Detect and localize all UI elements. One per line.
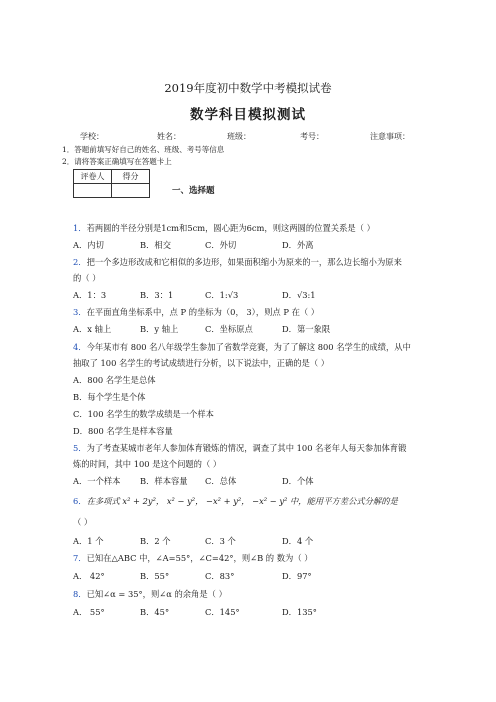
q2-option-c: C．1:√3 bbox=[205, 290, 239, 300]
q1-option-a: A．内切 bbox=[73, 240, 104, 250]
q5-option-c: C．总体 bbox=[205, 476, 237, 486]
section-heading: 一、选择题 bbox=[172, 186, 215, 196]
name-label: 姓名： bbox=[157, 132, 181, 141]
q8-option-d: D．135° bbox=[282, 607, 317, 617]
q3-option-c: C．坐标原点 bbox=[205, 324, 253, 334]
q3-option-a: A．x 轴上 bbox=[73, 324, 112, 334]
note-1: 1．答题前填写好自己的姓名、班级、考号等信息 bbox=[62, 145, 225, 154]
q1-option-b: B．相交 bbox=[140, 240, 171, 250]
q4-option-b: B．每个学生是个体 bbox=[73, 392, 146, 402]
q4-option-c: C．100 名学生的数学成绩是一个样本 bbox=[73, 409, 214, 419]
q6-option-b: B．2 个 bbox=[140, 536, 171, 546]
question-5-line-2: 炼的时间，其中 100 是这个问题的（ ） bbox=[73, 459, 222, 469]
question-2-line-1: 2．把一个多边形改成和它相似的多边形，如果面积缩小为原来的一，那么边长缩小为原来 bbox=[73, 257, 402, 267]
q8-option-c: C．145° bbox=[205, 607, 240, 617]
question-1: 1．若两圆的半径分别是1cm和5cm，圆心距为6cm，则这两圆的位置关系是（ ） bbox=[73, 223, 375, 233]
class-label: 班级： bbox=[227, 132, 251, 141]
q2-option-a: A．1：3 bbox=[73, 290, 107, 300]
question-6-line-2: （ ） bbox=[73, 517, 93, 527]
question-4-line-2: 抽取了 100 名学生的考试成绩进行分析，以下说法中，正确的是（ ） bbox=[73, 358, 330, 368]
q4-option-d: D．800 名学生是样本容量 bbox=[73, 426, 173, 436]
score-header: 得分 bbox=[112, 170, 150, 184]
exam-number-label: 考号： bbox=[300, 132, 324, 141]
grader-cell bbox=[74, 184, 112, 198]
exam-subtitle: 数学科目模拟测试 bbox=[190, 107, 306, 123]
q2-option-d: D．√3:1 bbox=[282, 290, 316, 300]
question-3: 3．在平面直角坐标系中，点 P 的坐标为（0， 3），则点 P 在（ ） bbox=[73, 307, 320, 317]
question-7: 7．已知在△ABC 中，∠A=55°，∠C=42°，则∠B 的 数为（ ） bbox=[73, 553, 313, 563]
q6-option-c: C．3 个 bbox=[205, 536, 236, 546]
q7-option-d: D．97° bbox=[282, 571, 312, 581]
notice-label: 注意事项： bbox=[370, 132, 410, 141]
question-2-line-2: 的（ ） bbox=[73, 273, 101, 283]
q1-option-c: C．外切 bbox=[205, 240, 237, 250]
school-label: 学校： bbox=[80, 132, 104, 141]
question-4-line-1: 4．今年某市有 800 名八年级学生参加了省数学竞赛，为了了解这 800 名学生的成绩，从中 bbox=[73, 342, 411, 352]
question-8: 8．已知∠α = 35°，则∠α 的余角是（ ） bbox=[73, 589, 227, 599]
q3-option-b: B．y 轴上 bbox=[140, 324, 179, 334]
q5-option-b: B．样本容量 bbox=[140, 476, 188, 486]
q8-option-b: B．45° bbox=[140, 607, 170, 617]
q3-option-d: D．第一象限 bbox=[282, 324, 331, 334]
q7-option-b: B．55° bbox=[140, 571, 170, 581]
exam-title: 2019年度初中数学中考模拟试卷 bbox=[164, 81, 332, 95]
question-5-line-1: 5．为了考查某城市老年人参加体育锻炼的情况，调查了其中 100 名老年人每天参加体育锻 bbox=[73, 443, 407, 453]
q5-option-a: A．一个样本 bbox=[73, 476, 121, 486]
note-2: 2．请将答案正确填写在答题卡上 bbox=[62, 157, 172, 166]
q7-option-a: A． 42° bbox=[73, 571, 105, 581]
q5-option-d: D．个体 bbox=[282, 476, 314, 486]
q7-option-c: C．83° bbox=[205, 571, 235, 581]
q2-option-b: B．3：1 bbox=[140, 290, 174, 300]
score-cell bbox=[112, 184, 150, 198]
grader-header: 评卷人 bbox=[74, 170, 112, 184]
score-table bbox=[73, 169, 150, 198]
q4-option-a: A．800 名学生是总体 bbox=[73, 375, 156, 385]
q1-option-d: D．外离 bbox=[282, 240, 314, 250]
q6-option-a: A．1 个 bbox=[73, 536, 104, 546]
q6-option-d: D．4 个 bbox=[282, 536, 314, 546]
question-6-line-1: 6．在多项式 x² + 2y²， x² − y²， −x² + y²， −x² − y² 中，能用平方差公式分解的是 bbox=[73, 496, 398, 506]
q8-option-a: A． 55° bbox=[73, 607, 105, 617]
